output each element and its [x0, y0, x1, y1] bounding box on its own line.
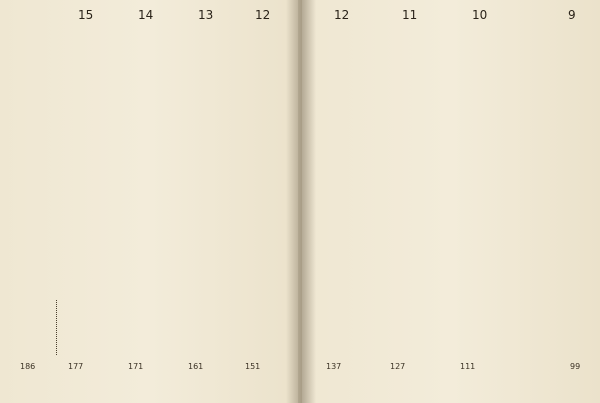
chapter-column: [110, 0, 170, 403]
chapter-column: [508, 0, 596, 403]
chapter-number: 11: [402, 8, 418, 22]
dot-leader: [56, 300, 58, 355]
chapter-column: [170, 0, 225, 403]
chapter-number: 12: [334, 8, 350, 22]
chapter-column: [48, 0, 108, 403]
chapter-column: [225, 0, 285, 403]
chapter-column: [364, 0, 434, 403]
left-page: [0, 0, 298, 403]
page-number: 111: [460, 362, 476, 371]
page-number: 137: [326, 362, 342, 371]
page-number: 127: [390, 362, 406, 371]
chapter-column: [436, 0, 506, 403]
page-number: 177: [68, 362, 84, 371]
page-number: 171: [128, 362, 144, 371]
right-page: [302, 0, 600, 403]
page-number: 99: [570, 362, 581, 371]
book-gutter: [286, 0, 316, 403]
chapter-number: 9: [568, 8, 576, 22]
page-number: 186: [20, 362, 36, 371]
chapter-number: 12: [255, 8, 271, 22]
chapter-number: 10: [472, 8, 488, 22]
page-number: 161: [188, 362, 204, 371]
chapter-number: 14: [138, 8, 154, 22]
chapter-number: 15: [78, 8, 94, 22]
page-number: 151: [245, 362, 261, 371]
chapter-number: 13: [198, 8, 214, 22]
chapter-column: [314, 0, 364, 403]
